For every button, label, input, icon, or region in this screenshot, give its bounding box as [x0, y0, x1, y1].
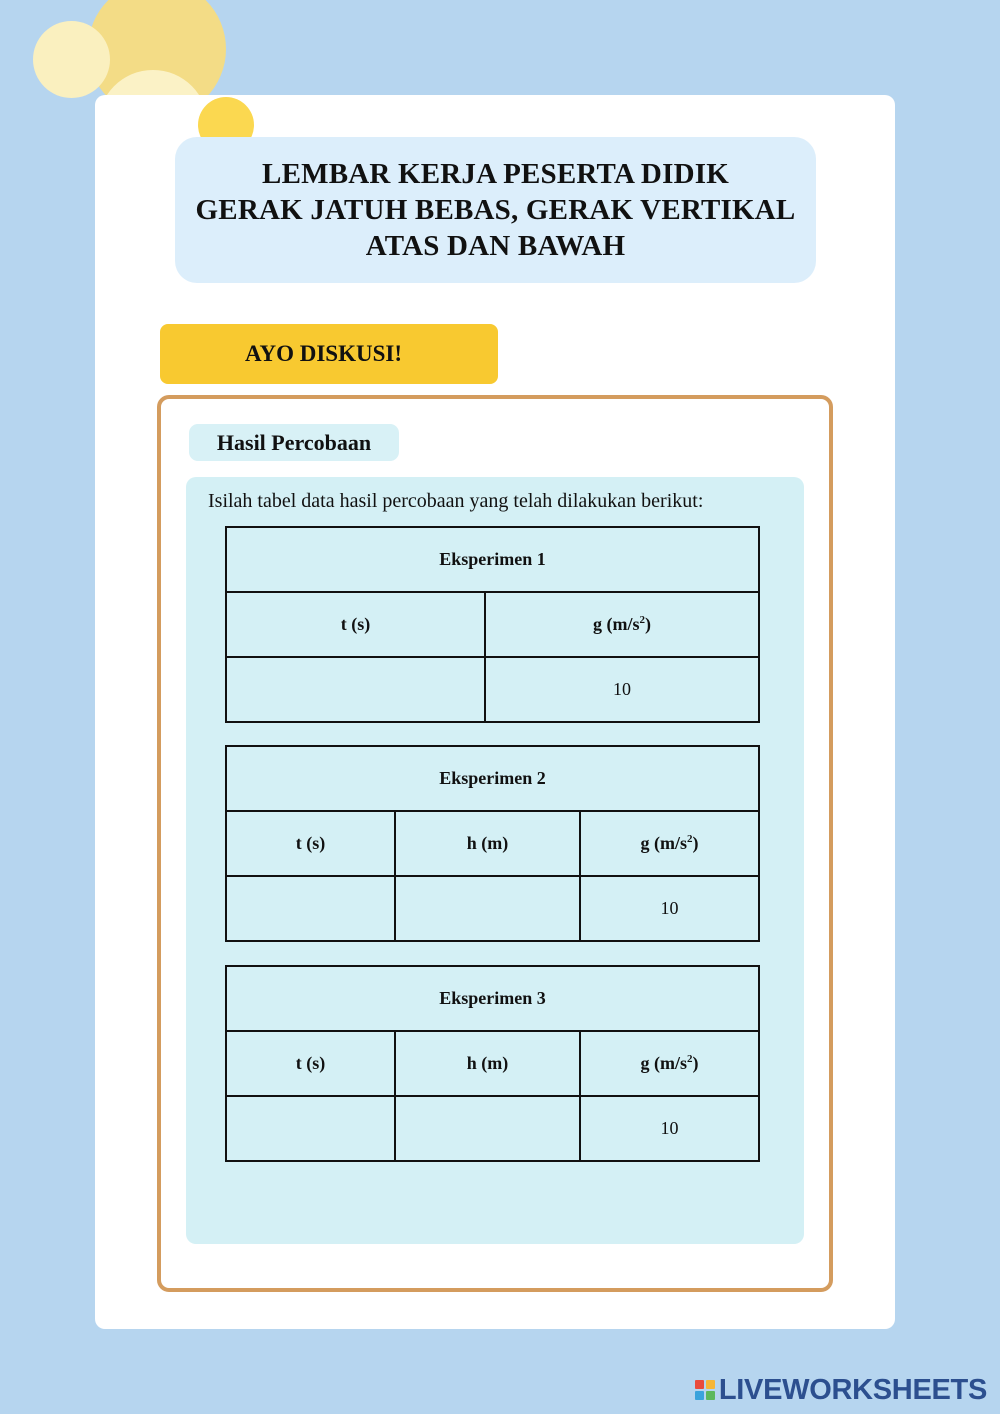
table-row	[226, 1096, 759, 1161]
time-answer-cell[interactable]	[226, 876, 395, 941]
column-header-time: t (s)	[226, 811, 395, 876]
table-row	[226, 592, 759, 657]
table-row	[226, 746, 759, 811]
time-answer-cell[interactable]	[226, 657, 485, 722]
table-row	[226, 527, 759, 592]
gravity-value-cell: 10	[580, 1096, 759, 1161]
logo-square	[695, 1380, 704, 1389]
gravity-value-cell: 10	[580, 876, 759, 941]
height-answer-cell[interactable]	[395, 876, 580, 941]
experiment-title: Eksperimen 3	[226, 966, 759, 1031]
section-label: AYO DISKUSI!	[160, 324, 498, 384]
column-header-time: t (s)	[226, 592, 485, 657]
decor-bubble	[33, 21, 110, 98]
column-header-gravity: g $(m/s^2)$	[580, 1031, 759, 1096]
liveworksheets-logo-icon	[695, 1380, 715, 1400]
column-header-time: t (s)	[226, 1031, 395, 1096]
subsection-label: Hasil Percobaan	[189, 424, 399, 461]
experiment-table-3	[225, 965, 760, 1162]
experiment-title: Eksperimen 1	[226, 527, 759, 592]
column-header-height: h (m)	[395, 1031, 580, 1096]
table-row	[226, 1031, 759, 1096]
table-row	[226, 657, 759, 722]
title-line: ATAS DAN BAWAH	[365, 230, 626, 262]
instruction-text: Isilah tabel data hasil percobaan yang telah dilakukan berikut:	[208, 490, 704, 512]
brand-name: LIVEWORKSHEETS	[718, 1373, 987, 1406]
logo-square	[706, 1391, 715, 1400]
table-row	[226, 811, 759, 876]
time-answer-cell[interactable]	[226, 1096, 395, 1161]
column-header-height: h (m)	[395, 811, 580, 876]
column-header-gravity: g $(m/s^2)$	[580, 811, 759, 876]
experiment-title: Eksperimen 2	[226, 746, 759, 811]
title-line: GERAK JATUH BEBAS, GERAK VERTIKAL	[195, 194, 796, 226]
column-header-gravity: g $(m/s^2)$	[485, 592, 759, 657]
liveworksheets-brand[interactable]	[695, 1372, 987, 1408]
logo-square	[695, 1391, 704, 1400]
table-row	[226, 966, 759, 1031]
experiment-table-1	[225, 526, 760, 723]
table-row	[226, 876, 759, 941]
logo-square	[706, 1380, 715, 1389]
experiment-table-2	[225, 745, 760, 942]
worksheet-title	[175, 137, 816, 283]
height-answer-cell[interactable]	[395, 1096, 580, 1161]
title-line: LEMBAR KERJA PESERTA DIDIK	[262, 158, 729, 190]
gravity-value-cell: 10	[485, 657, 759, 722]
